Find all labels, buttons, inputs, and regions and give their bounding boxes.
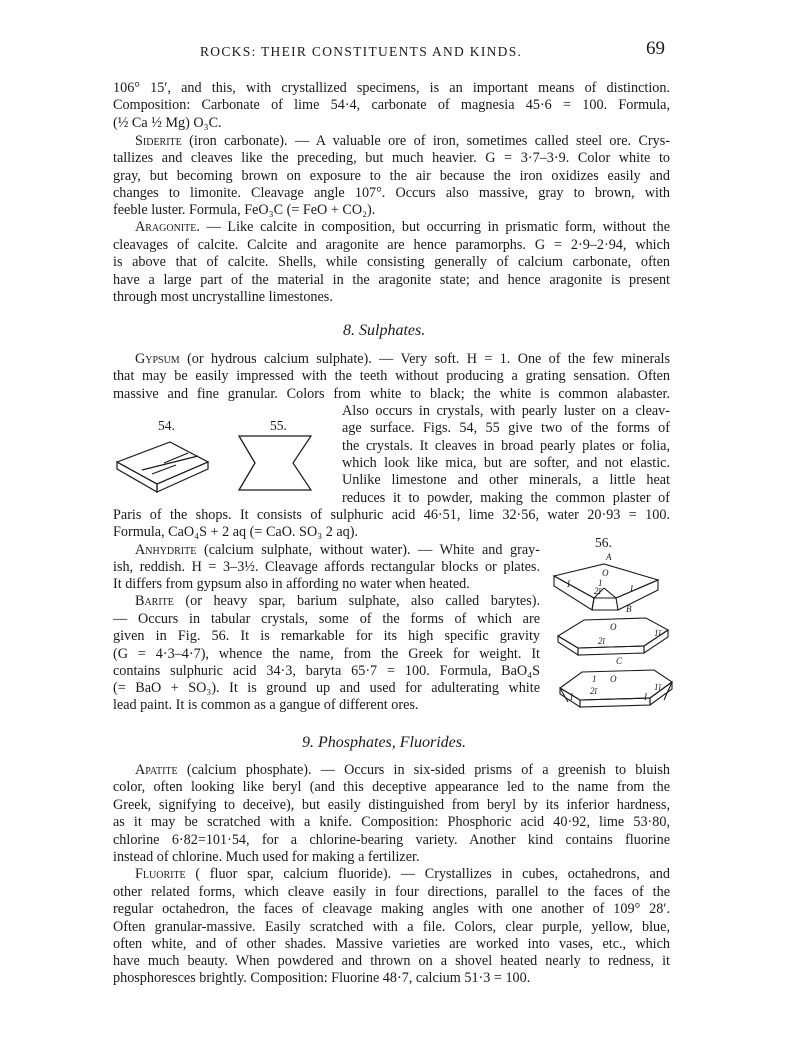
section-heading-phosphates: 9. Phosphates, Fluorides.: [302, 734, 466, 751]
fig56-face-label: I: [644, 692, 647, 702]
text-line: ish, reddish. H = 3–3½. Cleavage affords rectangular blocks or plates.: [113, 559, 540, 575]
fig56-face-label: O: [602, 568, 609, 578]
fig56-face-label: I: [567, 579, 570, 589]
fig56-face-label: 2ī: [590, 686, 598, 696]
page-number: 69: [646, 38, 665, 59]
text-line: reduces it to powder, making the common plaster of: [342, 490, 670, 506]
fig56-face-label: 1: [598, 578, 603, 588]
text-line: Greek, signifying to deceive), but easily distinguished from beryl by its inferior hardness,: [113, 797, 670, 813]
figure-55-twin-crystal: [233, 432, 318, 494]
text-line: the crystals. It cleaves in broad pearly plates or folia,: [342, 438, 670, 454]
barite-line: Barite (or heavy spar, barium sulphate, also called barytes).: [135, 593, 540, 609]
running-head: ROCKS: THEIR CONSTITUENTS AND KINDS.: [200, 44, 523, 59]
text-line: 106° 15′, and this, with crystallized specimens, is an important means of distinction.: [113, 80, 670, 96]
text-line: color, often looking like beryl (and this deceptive appearance led to the name from the: [113, 779, 670, 795]
term-anhydrite: Anhydrite: [135, 542, 197, 558]
fig56-panel-B: B: [626, 604, 632, 614]
text-line: Also occurs in crystals, with pearly luster on a cleav-: [342, 403, 670, 419]
figure-56-barite-crystals: [550, 552, 680, 712]
figure-54-label: 54.: [158, 418, 175, 433]
text-line: Often granular-massive. Easily scratched with a file. Colors, clear purple, yellow, blue,: [113, 919, 670, 935]
text-line: Unlike limestone and other minerals, a little heat: [342, 472, 670, 488]
text-line: through most uncrystalline limestones.: [113, 289, 333, 305]
text-line: (½ Ca ½ Mg) O₃C.: [113, 115, 222, 131]
text-line: age surface. Figs. 54, 55 give two of the forms of: [342, 420, 670, 436]
figure-54-tabular-crystal: [112, 432, 212, 494]
text-line: which look like mica, but are softer, and not elastic.: [342, 455, 670, 471]
text-line: Formula, CaO₄S + 2 aq (= CaO. SO₃ 2 aq).: [113, 524, 358, 540]
figure-55-label: 55.: [270, 418, 287, 433]
term-apatite: Apatite: [135, 762, 178, 778]
term-aragonite: Aragonite: [135, 219, 197, 235]
term-gypsum: Gypsum: [135, 351, 180, 367]
text-line: feeble luster. Formula, FeO₃C (= FeO + CO₂).: [113, 202, 376, 218]
text-line: Paris of the shops. It consists of sulphuric acid 46·51, lime 32·56, water 20·93 = 100.: [113, 507, 670, 523]
text-line: lead paint. It is common as a gangue of different ores.: [113, 697, 419, 713]
text-line: (= BaO + SO₃). It is ground up and used for adulterating white: [113, 680, 540, 696]
text-line: other related forms, which cleave easily in four directions, parallel to the faces of the: [113, 884, 670, 900]
text-line: changes to limonite. Cleavage angle 107°. Occurs also massive, gray to brown, with: [113, 185, 670, 201]
fig56-face-label: I: [630, 584, 633, 594]
aragonite-line: Aragonite. — Like calcite in composition, but occurring in prismatic form, without the: [135, 219, 670, 235]
text-line: have a large part of the material in the aragonite state; and hence aragonite is present: [113, 272, 670, 288]
fig56-face-label: I: [570, 692, 573, 702]
anhydrite-line: Anhydrite (calcium sulphate, without water). — White and gray-: [135, 542, 540, 558]
gypsum-line: Gypsum (or hydrous calcium sulphate). — Very soft. H = 1. One of the few minerals: [135, 351, 670, 367]
text-line: (G = 4·3–4·7), whence the name, from the Greek for weight. It: [113, 646, 540, 662]
term-fluorite: Fluorite: [135, 866, 186, 882]
text-line: gray, but becoming brown on exposure to the air because the iron oxidizes easily and: [113, 168, 670, 184]
fig56-face-label: 2ī: [594, 586, 602, 596]
term-siderite: Siderite: [135, 133, 182, 149]
fig56-face-label: 1ī: [654, 628, 662, 638]
term-barite: Barite: [135, 593, 174, 609]
text-line: Composition: Carbonate of lime 54·4, carbonate of magnesia 45·6 = 100. Formula,: [113, 97, 670, 113]
text-line: contains sulphuric acid 34·3, baryta 65·7 = 100. Formula, BaO₄S: [113, 663, 540, 679]
text-line: chlorine 6·82=101·54, for a chlorine-bearing variety. Another kind contains fluorine: [113, 832, 670, 848]
text-line: regular octahedron, the faces of cleavage making angles with one another of 109° 28′.: [113, 901, 670, 917]
fig56-face-label: O: [610, 674, 617, 684]
fluorite-line: Fluorite ( fluor spar, calcium fluoride). — Crystallizes in cubes, octahedrons, and: [135, 866, 670, 882]
figure-56-label: 56.: [595, 535, 612, 550]
fig56-face-label: O: [610, 622, 617, 632]
text-line: massive and fine granular. Colors from white to black; the white is common alabaster.: [113, 386, 670, 402]
siderite-line: Siderite (iron carbonate). — A valuable ore of iron, sometimes called steel ore. Crys-: [135, 133, 670, 149]
text-line: tallizes and cleaves like the preceding, but much heavier. G = 3·7–3·9. Color white to: [113, 150, 670, 166]
fig56-face-label: 1ī: [654, 682, 662, 692]
text-line: have much beauty. When powdered and thrown on a shovel heated nearly to redness, it: [113, 953, 670, 969]
fig56-face-label: 2ī: [598, 636, 606, 646]
text-line: often white, and of other shades. Massive varieties are worked into vases, etc., which: [113, 936, 670, 952]
text-line: It differs from gypsum also in affording no water when heated.: [113, 576, 470, 592]
section-heading-sulphates: 8. Sulphates.: [343, 322, 426, 339]
text-line: is above that of calcite. Shells, while consisting generally of calcium carbonate, often: [113, 254, 670, 270]
text-line: — Occurs in tabular crystals, some of the forms of which are: [113, 611, 540, 627]
fig56-panel-A: A: [606, 552, 612, 562]
fig56-face-label: 1: [592, 674, 597, 684]
text-line: as it may be scratched with a knife. Composition: Phosphoric acid 40·92, lime 53·80,: [113, 814, 670, 830]
apatite-line: Apatite (calcium phosphate). — Occurs in six-sided prisms of a greenish to bluish: [135, 762, 670, 778]
text-line: given in Fig. 56. It is remarkable for its high specific gravity: [113, 628, 540, 644]
text-line: that may be easily impressed with the teeth without producing a grating sensation. Often: [113, 368, 670, 384]
text-line: instead of chlorine. Much used for making a fertilizer.: [113, 849, 420, 865]
fig56-panel-C: C: [616, 656, 623, 666]
text-line: cleavages of calcite. Calcite and aragonite are hence paramorphs. G = 2·9–2·94, which: [113, 237, 670, 253]
text-line: phosphoresces brightly. Composition: Fluorine 48·7, calcium 51·3 = 100.: [113, 970, 531, 986]
